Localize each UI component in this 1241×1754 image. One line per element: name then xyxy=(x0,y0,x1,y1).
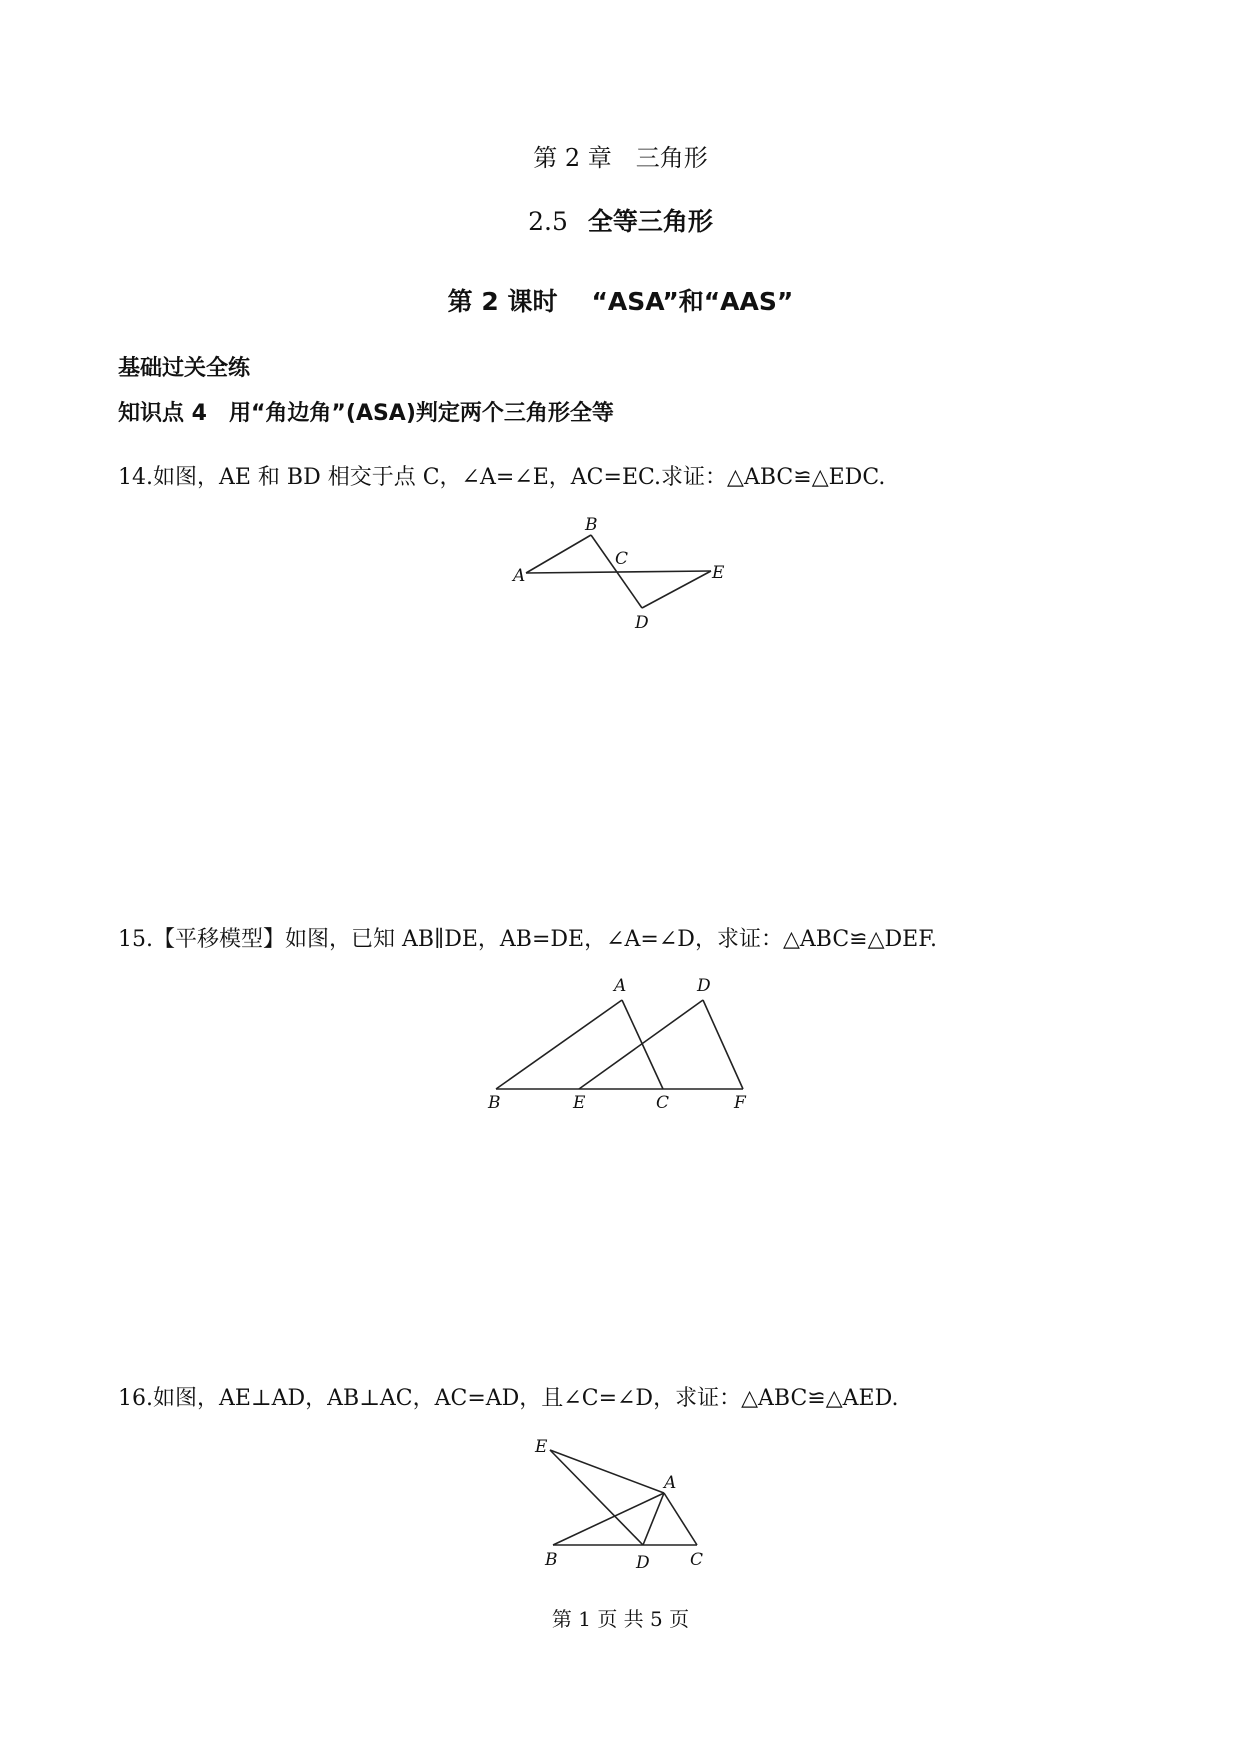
label-d: D xyxy=(635,613,649,633)
section-title: 全等三角形 xyxy=(587,207,713,236)
exercise-section-label: 基础过关全练 xyxy=(118,356,251,381)
label-a: A xyxy=(513,566,526,586)
label-e: E xyxy=(573,1093,586,1113)
label-c: C xyxy=(690,1550,704,1570)
label-c: C xyxy=(656,1093,670,1113)
label-a: A xyxy=(614,976,627,996)
label-c: C xyxy=(615,549,629,569)
segment-ed xyxy=(550,1450,643,1545)
problem-15-body: 如图，已知 AB∥DE，AB=DE，∠A=∠D，求证：△ABC≌△DEF. xyxy=(285,927,938,952)
chapter-heading: 第 2 章 三角形 xyxy=(533,144,708,172)
segment-ba xyxy=(553,1493,664,1545)
label-b: B xyxy=(585,515,598,535)
label-e: E xyxy=(712,563,725,583)
segment-ac xyxy=(664,1493,697,1545)
page-footer: 第 1 页 共 5 页 xyxy=(551,1607,690,1631)
problem-15-number: 15. xyxy=(118,927,153,952)
label-d: D xyxy=(636,1553,650,1573)
label-d: D xyxy=(697,976,711,996)
lesson-number: 第 2 课时 xyxy=(447,287,558,316)
knowledge-point-label: 知识点 4 用“角边角”(ASA)判定两个三角形全等 xyxy=(118,401,614,426)
problem-15-tag: 【平移模型】 xyxy=(153,927,286,952)
lesson-title: “ASA”和“AAS” xyxy=(591,287,794,316)
label-a: A xyxy=(664,1473,677,1493)
problem-14-text: 14.如图，AE 和 BD 相交于点 C，∠A=∠E，AC=EC.求证：△ABC≌△EDC. xyxy=(118,465,886,490)
label-b: B xyxy=(545,1550,558,1570)
problem-16-text: 16.如图，AE⊥AD，AB⊥AC，AC=AD，且∠C=∠D，求证：△ABC≌△AED. xyxy=(118,1386,899,1411)
label-b: B xyxy=(488,1093,501,1113)
label-f: F xyxy=(734,1093,746,1113)
section-number: 2.5 xyxy=(528,207,568,236)
segment-ea xyxy=(550,1450,664,1493)
label-e: E xyxy=(535,1437,548,1457)
